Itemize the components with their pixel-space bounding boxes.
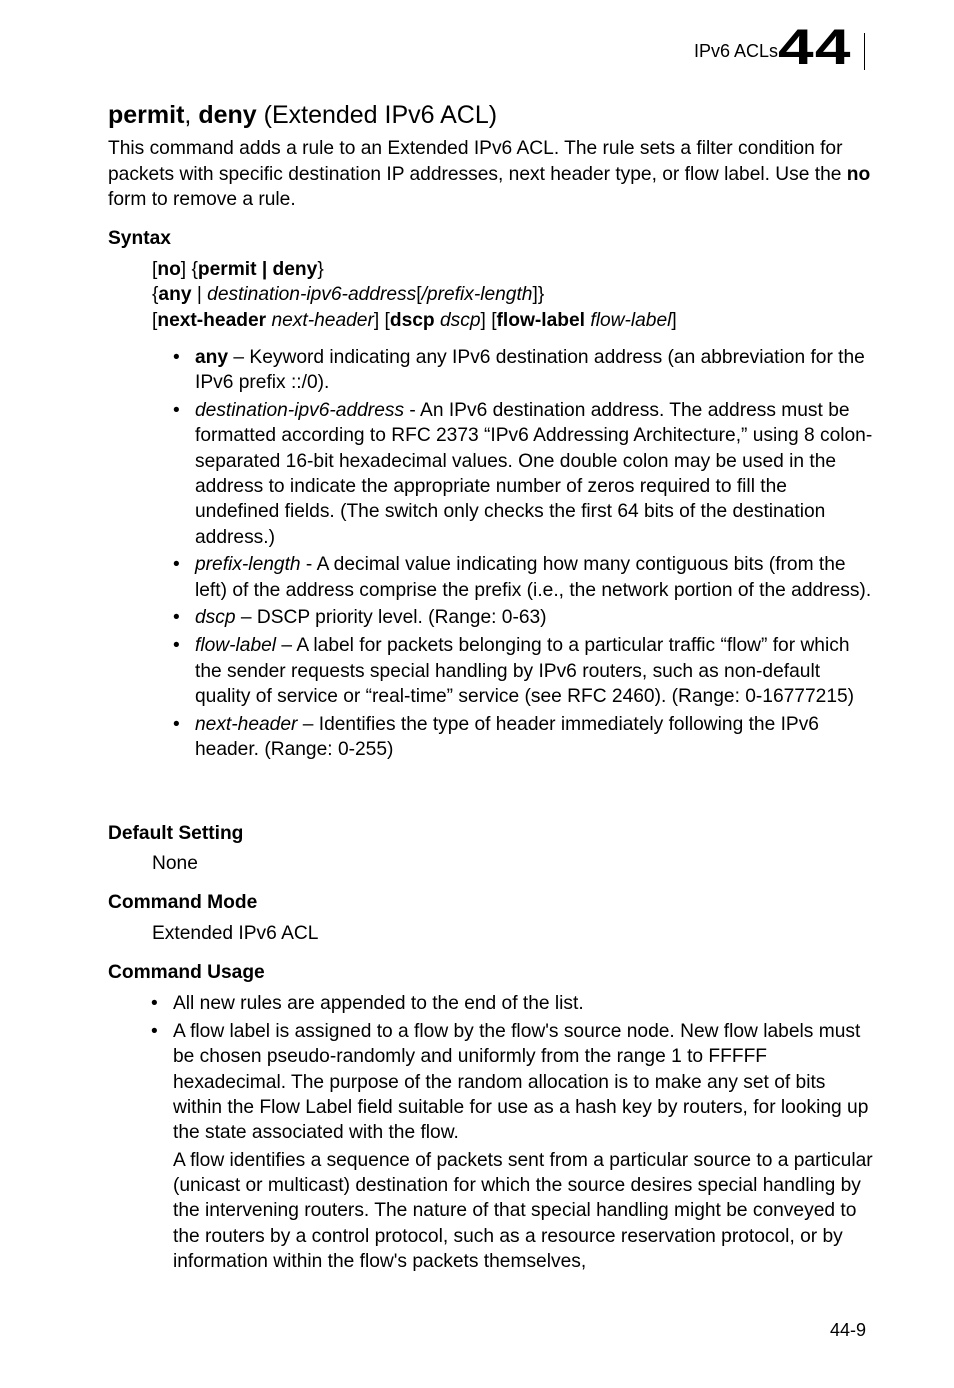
- intro-no-keyword: no: [846, 163, 871, 185]
- title-deny-keyword: deny: [198, 101, 257, 129]
- syntax-line-1: [152, 257, 677, 282]
- param-item-destination-address: [173, 398, 875, 550]
- bullet-icon: •: [173, 713, 180, 735]
- syntax-token: ] [: [480, 309, 497, 331]
- intro-paragraph: [108, 136, 878, 213]
- param-item-next-header: [173, 712, 875, 763]
- bullet-icon: •: [151, 993, 158, 1014]
- syntax-token: {: [152, 284, 159, 306]
- bullet-icon: •: [151, 1021, 158, 1043]
- running-header-section: IPv6 ACLs: [693, 41, 778, 61]
- syntax-token: ]}: [532, 284, 545, 306]
- usage-item: [151, 1019, 873, 1145]
- param-term: next-header: [195, 713, 298, 735]
- syntax-line-3: [152, 308, 677, 333]
- syntax-heading: Syntax: [108, 228, 171, 249]
- syntax-token: |: [191, 284, 208, 306]
- param-description: - A decimal value indicating how many contiguous bits (from the left) of the address comprise the prefix (i.e., the network portion of the address).: [195, 554, 872, 601]
- bullet-icon: •: [173, 607, 180, 629]
- syntax-next-header-arg: next-header: [271, 309, 374, 331]
- syntax-flow-label-arg: flow-label: [590, 309, 672, 331]
- command-usage-heading: Command Usage: [108, 962, 265, 983]
- param-term: prefix-length: [195, 554, 301, 576]
- syntax-dscp-keyword: dscp: [389, 309, 435, 331]
- chapter-divider: [864, 33, 865, 70]
- param-item-dscp: [173, 605, 875, 630]
- bullet-icon: •: [173, 554, 180, 576]
- syntax-any-keyword: any: [158, 284, 192, 306]
- syntax-prefix-length-arg: /prefix-length: [421, 284, 533, 306]
- command-title: [108, 101, 497, 130]
- command-usage-list: [151, 991, 873, 1148]
- syntax-token: [: [152, 309, 158, 331]
- param-item-prefix-length: [173, 552, 875, 603]
- syntax-dscp-arg: dscp: [440, 309, 481, 331]
- intro-text-end: form to remove a rule.: [108, 189, 296, 210]
- syntax-permit-deny: permit | deny: [197, 259, 318, 280]
- bullet-icon: •: [173, 400, 180, 422]
- syntax-next-header-keyword: next-header: [157, 309, 267, 331]
- usage-continuation-paragraph: A flow identifies a sequence of packets sent from a particular source to a particular (unicast or multicast) destination for which the source desires special handling by the intervening routers. The nature of that special handling might be conveyed to the routers by a control protocol, such as a resource reservation protocol, or by information within the flow's packets themselves,: [173, 1150, 873, 1272]
- param-description: – Keyword indicating any IPv6 destination address (an abbreviation for the IPv6 prefix ::/0).: [195, 347, 865, 394]
- param-term: flow-label: [195, 635, 277, 657]
- title-description: (Extended IPv6 ACL): [256, 101, 498, 129]
- param-description: – A label for packets belonging to a particular traffic “flow” for which the sender requests special handling by IPv6 routers, such as non-default quality of service or “real-time” service (see RFC 2460). (Range: 0-16777215): [195, 635, 855, 707]
- syntax-token: [: [152, 259, 158, 280]
- intro-text: This command adds a rule to an Extended IPv6 ACL. The rule sets a filter condition for packets with specific destination IP addresses, next header type, or flow label. Use the: [108, 138, 847, 185]
- param-term: destination-ipv6-address: [195, 400, 405, 422]
- syntax-no-keyword: no: [157, 259, 181, 280]
- param-term: dscp: [195, 607, 236, 629]
- parameter-list: [173, 345, 875, 765]
- syntax-address-arg: destination-ipv6-address: [207, 284, 417, 306]
- title-separator: ,: [184, 101, 199, 129]
- syntax-block: [152, 257, 677, 333]
- page-number: 44-9: [829, 1320, 866, 1340]
- syntax-line-2: [152, 282, 677, 307]
- syntax-flow-label-keyword: flow-label: [496, 309, 586, 331]
- usage-item: [151, 991, 873, 1016]
- usage-text: A flow label is assigned to a flow by the flow's source node. New flow labels must be chosen pseudo-randomly and uniformly from the range 1 to FFFFF hexadecimal. The purpose of the random allocation is to make any set of bits within the Flow Label field suitable for use as a hash key by routers, for looking up the state associated with the flow.: [173, 1021, 869, 1144]
- bullet-icon: •: [173, 347, 180, 368]
- param-description: – Identifies the type of header immediately following the IPv6 header. (Range: 0-255): [195, 713, 819, 760]
- default-setting-value: None: [152, 853, 198, 874]
- syntax-token: [: [416, 284, 422, 306]
- param-description: - An IPv6 destination address. The address must be formatted according to RFC 2373 “IPv6 Addressing Architecture,” using 8 colon-separated 16-bit hexadecimal values. One double colon may be used in the address to indicate the appropriate number of zeros required to fill the undefined fields. (The switch only checks the first 64 bits of the destination address.): [195, 400, 873, 548]
- usage-text: All new rules are appended to the end of the list.: [173, 993, 584, 1014]
- param-description: – DSCP priority level. (Range: 0-63): [235, 607, 547, 629]
- param-item-flow-label: [173, 633, 875, 709]
- syntax-token: ] {: [180, 259, 198, 280]
- bullet-icon: •: [173, 635, 180, 657]
- syntax-token: ]: [671, 309, 677, 331]
- param-item-any: [173, 345, 875, 396]
- chapter-number: 44: [778, 19, 852, 75]
- command-mode-value: Extended IPv6 ACL: [152, 923, 319, 944]
- syntax-token: ] [: [373, 309, 390, 331]
- param-term: any: [195, 347, 229, 368]
- default-setting-heading: Default Setting: [108, 823, 244, 844]
- syntax-token: }: [317, 259, 324, 280]
- command-mode-heading: Command Mode: [108, 892, 258, 913]
- title-permit-keyword: permit: [108, 101, 185, 129]
